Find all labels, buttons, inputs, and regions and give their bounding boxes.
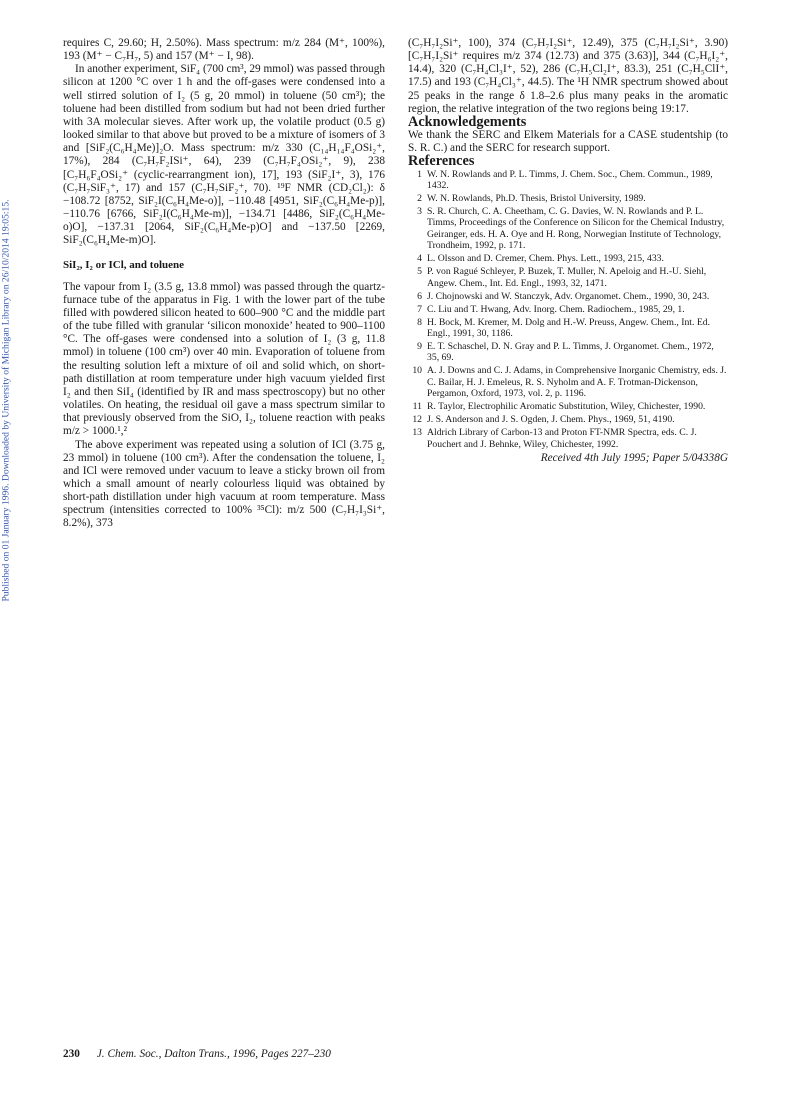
- reference-item: [408, 253, 728, 264]
- reference-item: [408, 365, 728, 399]
- reference-list: [408, 169, 728, 450]
- reference-number: 12: [412, 414, 422, 426]
- references-heading: References: [408, 153, 475, 170]
- reference-number: 11: [412, 401, 422, 413]
- reference-number: 13: [412, 427, 422, 439]
- reference-item: [408, 169, 728, 192]
- reference-text: W. N. Rowlands, Ph.D. Thesis, Bristol University, 1989.: [427, 192, 646, 204]
- reference-text: J. Chojnowski and W. Stanczyk, Adv. Organomet. Chem., 1990, 30, 243.: [427, 290, 710, 302]
- reference-item: [408, 401, 728, 412]
- paragraph-sif4-experiment: In another experiment, SiF₄ (700 cm³, 29 mmol) was passed through silicon at 1200 °C over 1 h and the off-gases were condensed into a well stirred solution of I₂ (5 g, 20 mmol) in toluene (50 cm³); the toluene had been distilled from sodium but had not been dried further with 3A molecular sieves. After work up, the volatile product (0.5 g) looked similar to that above but proved to be a mixture of isomers of 3 and [SiF₂(C₆H₄Me)]₂O. Mass spectrum: m/z 330 (C₁₄H₁₄F₄OSi₂⁺, 17%), 284 (C₇H₇F₂ISi⁺, 64), 239 (C₇H₇F₄OSi₂⁺, 9), 238 [C₇H₆F₄OSi₂⁺ (cyclic-rearrangment ion), 17], 193 (SiF₂I⁺, 3), 176 (C₇H₇SiF₃⁺, 17) and 157 (C₇H₇SiF₂⁺, 70). ¹⁹F NMR (CD₂Cl₂): δ −108.72 [8752, SiF₂I(C₆H₄Me-o)], −110.48 [4951, SiF₂(C₆H₄Me-p)], −110.76 [6766, SiF₂I(C₆H₄Me-m)], −134.71 [4486, SiF₂(C₆H₄Me-o)O], −137.31 [2064, SiF₂(C₆H₄Me-p)O] and −137.50 [2269, SiF₂(C₆H₄Me-m)O].: [63, 63, 385, 247]
- right-column: [408, 37, 728, 465]
- acknowledgements-text: We thank the SERC and Elkem Materials for a CASE studentship (to S. R. C.) and the SERC for research support.: [408, 129, 728, 155]
- reference-item: [408, 206, 728, 252]
- reference-text: S. R. Church, C. A. Cheetham, C. G. Davies, W. N. Rowlands and P. L. Timms, Proceedings of the Conference on Silicon for the Chemical Industry, Geiranger, eds. H. A. Oye and H. Rong, Norwegian Institute of Technology, Trondheim, 1992, p. 171.: [427, 205, 725, 252]
- reference-text: Aldrich Library of Carbon-13 and Proton FT-NMR Spectra, eds. C. J. Pouchert and J. Behnke, Wiley, Chichester, 1992.: [427, 427, 697, 450]
- reference-text: J. S. Anderson and J. S. Ogden, J. Chem. Phys., 1969, 51, 4190.: [427, 414, 675, 426]
- reference-text: L. Olsson and D. Cremer, Chem. Phys. Lett., 1993, 215, 433.: [427, 253, 664, 265]
- reference-number: 9: [417, 341, 422, 352]
- reference-number: 2: [417, 192, 422, 204]
- paragraph-mass-spectrum-continued: (C₇H₇I₂Si⁺, 100), 374 (C₇H₇I₂Si⁺, 12.49), 375 (C₇H₇I₂Si⁺, 3.90) [C₇H₇I₂Si⁺ requires m/z 374 (12.73) and 375 (3.63)], 344 (C₇H₆I₂⁺, 14.4), 320 (C₇H₄Cl₃I⁺, 52), 286 (C₇H₅Cl₂I⁺, 83.3), 251 (C₇H₅ClI⁺, 17.5) and 193 (C₇H₄Cl₃⁺, 44.5). The ¹H NMR spectrum showed about 25 peaks in the range δ 1.8–2.6 plus many peaks in the aromatic region, the relative integration of the two regions being 19:17.: [408, 37, 728, 115]
- download-watermark-text: Published on 01 January 1996. Downloaded by University of Michigan Library on 26/10/2014 19:05:15.: [0, 198, 12, 602]
- reference-text: W. N. Rowlands and P. L. Timms, J. Chem. Soc., Chem. Commun., 1989, 1432.: [427, 168, 713, 191]
- reference-text: C. Liu and T. Hwang, Adv. Inorg. Chem. Radiochem., 1985, 29, 1.: [427, 303, 685, 315]
- reference-item: [408, 341, 728, 364]
- reference-number: 5: [417, 266, 422, 278]
- reference-item: [408, 266, 728, 289]
- paragraph-icl-experiment: The above experiment was repeated using a solution of ICl (3.75 g, 23 mmol) in toluene (100 cm³). After the condensation the toluene, I₂ and ICl were removed under vacuum to leave a sticky brown oil from which a small amount of nearly colourless liquid was obtained by short-path distillation under high vacuum at room temperature. Mass spectrum (intensities corrected to 100% ³⁵Cl): m/z 500 (C₇H₇I₃Si⁺, 8.2%), 373: [63, 438, 385, 530]
- page-footer: [63, 1048, 331, 1060]
- reference-number: 7: [417, 303, 422, 315]
- acknowledgements-heading: Acknowledgements: [408, 113, 527, 130]
- reference-number: 8: [417, 316, 422, 328]
- reference-item: [408, 304, 728, 315]
- left-column: [63, 37, 385, 531]
- reference-item: [408, 317, 728, 340]
- reference-text: R. Taylor, Electrophilic Aromatic Substitution, Wiley, Chichester, 1990.: [427, 401, 706, 413]
- reference-number: 3: [417, 205, 422, 217]
- reference-number: 10: [412, 365, 422, 377]
- reference-text: P. von Ragué Schleyer, P. Buzek, T. Muller, N. Apeloig and H.-U. Siehl, Angew. Chem., Int. Ed. Engl., 1993, 32, 1471.: [427, 266, 707, 289]
- reference-item: [408, 414, 728, 425]
- reference-item: [408, 291, 728, 302]
- reference-number: 4: [417, 253, 422, 265]
- reference-item: [408, 193, 728, 204]
- reference-text: E. T. Schaschel, D. N. Gray and P. L. Timms, J. Organomet. Chem., 1972, 35, 69.: [427, 341, 714, 364]
- received-line: Received 4th July 1995; Paper 5/04338G: [540, 451, 728, 464]
- journal-citation: J. Chem. Soc., Dalton Trans., 1996, Pages 227–230: [96, 1048, 331, 1060]
- paragraph-analysis: requires C, 29.60; H, 2.50%). Mass spectrum: m/z 284 (M⁺, 100%), 193 (M⁺ − C₇H₇, 5) and 157 (M⁺ − I, 98).: [63, 37, 385, 63]
- reference-number: 1: [417, 168, 422, 180]
- reference-text: A. J. Downs and C. J. Adams, in Comprehensive Inorganic Chemistry, eds. J. C. Bailar, H. J. Emeleus, R. S. Nyholm and A. F. Trotman-Dickenson, Pergamon, Oxford, 1973, vol. 2, p. 1196.: [427, 365, 727, 400]
- section-heading-sii2: SiI₂, I₂ or ICl, and toluene: [63, 258, 184, 271]
- reference-text: H. Bock, M. Kremer, M. Dolg and H.-W. Preuss, Angew. Chem., Int. Ed. Engl., 1991, 30, 1186.: [427, 316, 711, 339]
- reference-item: [408, 427, 728, 450]
- reference-number: 6: [417, 290, 422, 302]
- download-watermark: [0, 120, 14, 680]
- paragraph-i2-vapour: The vapour from I₂ (3.5 g, 13.8 mmol) was passed through the quartz-furnace tube of the apparatus in Fig. 1 with the lower part of the tube filled with powdered silicon heated to 600–900 °C and the middle part of the tube filled with granular ‘silicon monoxide’ heated to 900–1100 °C. The off-gases were condensed into a solution of I₂ (3 g, 11.8 mmol) in toluene (100 cm³) over 40 min. Evaporation of toluene from the resulting solution left a mixture of oil and solid which, on short-path distillation at room temperature under high vacuum yielded first I₂ and then SiI₄ (identified by IR and mass spectroscopy) but no other volatiles. On heating, the residual oil gave a mass spectrum similar to that previously observed from the SiO, I₂, toluene reaction with peaks m/z > 1000.¹,²: [63, 280, 385, 438]
- page-number: 230: [63, 1048, 80, 1060]
